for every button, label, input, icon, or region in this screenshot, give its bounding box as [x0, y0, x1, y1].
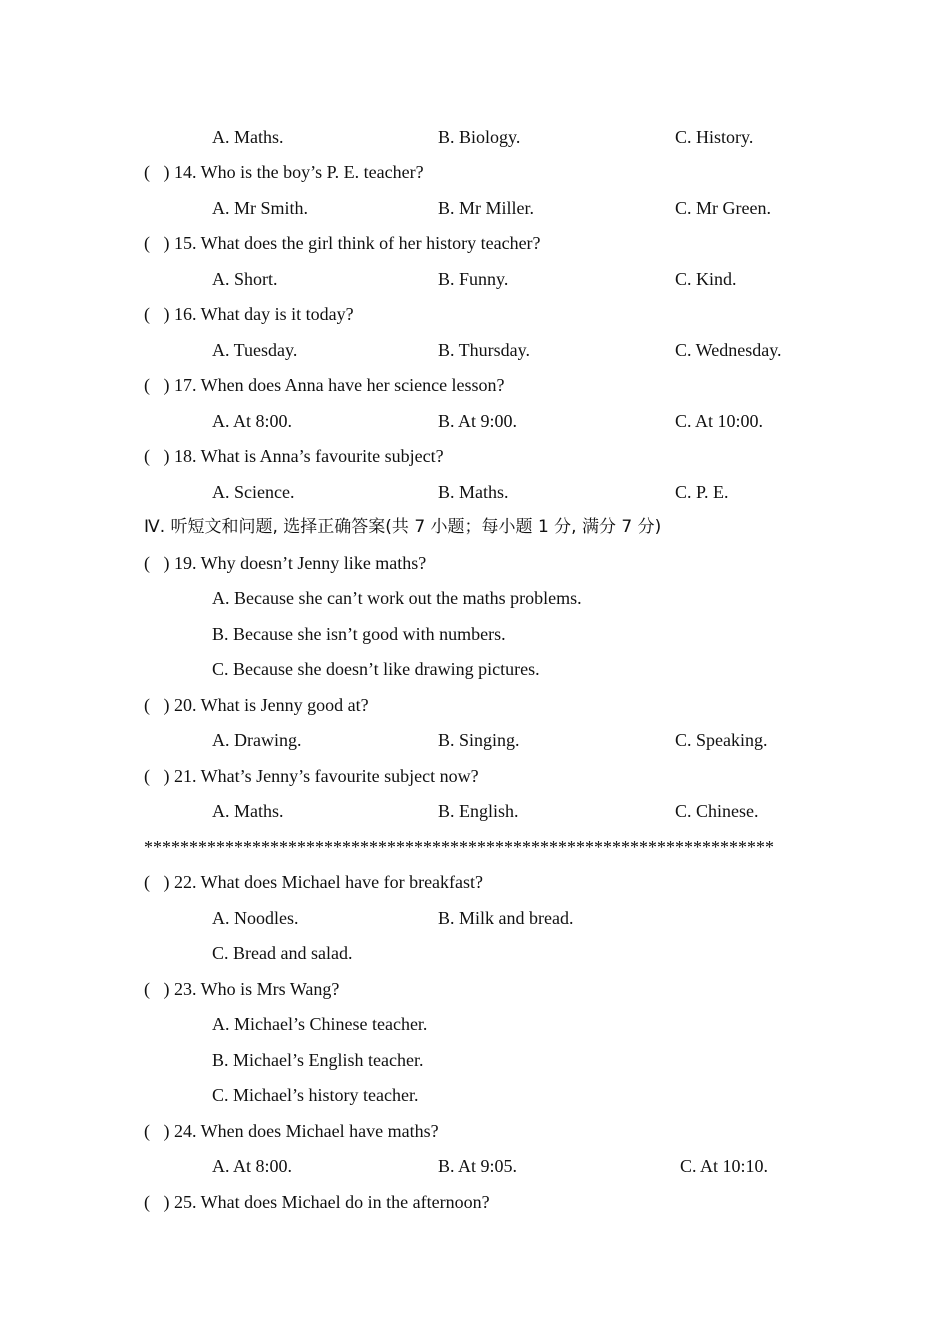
q21-option-c: C. Chinese.	[675, 801, 759, 821]
q18-stem: ( ) 18. What is Anna’s favourite subject?	[144, 446, 444, 466]
q23-option-b: B. Michael’s English teacher.	[212, 1050, 424, 1070]
q14-stem: ( ) 14. Who is the boy’s P. E. teacher?	[144, 162, 424, 182]
q15-option-b: B. Funny.	[438, 269, 509, 289]
q16-stem: ( ) 16. What day is it today?	[144, 304, 354, 324]
q18-option-a: A. Science.	[212, 482, 295, 502]
q15-stem: ( ) 15. What does the girl think of her history teacher?	[144, 233, 541, 253]
q23-option-c: C. Michael’s history teacher.	[212, 1085, 419, 1105]
section-4-heading: Ⅳ. 听短文和问题, 选择正确答案(共 7 小题；每小题 1 分, 满分 7 分)	[144, 517, 662, 537]
q16-option-a: A. Tuesday.	[212, 340, 298, 360]
q14-option-c: C. Mr Green.	[675, 198, 771, 218]
q18-option-b: B. Maths.	[438, 482, 509, 502]
q23-stem: ( ) 23. Who is Mrs Wang?	[144, 979, 340, 999]
q20-option-c: C. Speaking.	[675, 730, 768, 750]
q19-option-b: B. Because she isn’t good with numbers.	[212, 624, 506, 644]
star-divider: **********************************************************************	[144, 837, 774, 857]
q24-option-b: B. At 9:05.	[438, 1156, 518, 1176]
q13-option-a: A. Maths.	[212, 127, 284, 147]
q16-option-b: B. Thursday.	[438, 340, 530, 360]
q19-stem: ( ) 19. Why doesn’t Jenny like maths?	[144, 553, 427, 573]
q24-option-a: A. At 8:00.	[212, 1156, 293, 1176]
q21-option-a: A. Maths.	[212, 801, 284, 821]
q17-option-a: A. At 8:00.	[212, 411, 293, 431]
q14-option-a: A. Mr Smith.	[212, 198, 309, 218]
q18-option-c: C. P. E.	[675, 482, 729, 502]
q25-stem: ( ) 25. What does Michael do in the afternoon?	[144, 1192, 490, 1212]
q17-option-b: B. At 9:00.	[438, 411, 518, 431]
q22-option-c: C. Bread and salad.	[212, 943, 353, 963]
q15-option-a: A. Short.	[212, 269, 278, 289]
q17-option-c: C. At 10:00.	[675, 411, 764, 431]
q24-stem: ( ) 24. When does Michael have maths?	[144, 1121, 439, 1141]
q22-option-a: A. Noodles.	[212, 908, 299, 928]
q23-option-a: A. Michael’s Chinese teacher.	[212, 1014, 428, 1034]
q13-option-b: B. Biology.	[438, 127, 521, 147]
q14-option-b: B. Mr Miller.	[438, 198, 535, 218]
q24-option-c: C. At 10:10.	[680, 1156, 769, 1176]
q15-option-c: C. Kind.	[675, 269, 737, 289]
q19-option-a: A. Because she can’t work out the maths problems.	[212, 588, 582, 608]
q20-option-a: A. Drawing.	[212, 730, 302, 750]
q22-option-b: B. Milk and bread.	[438, 908, 574, 928]
q21-stem: ( ) 21. What’s Jenny’s favourite subject now?	[144, 766, 479, 786]
q20-stem: ( ) 20. What is Jenny good at?	[144, 695, 369, 715]
q19-option-c: C. Because she doesn’t like drawing pictures.	[212, 659, 540, 679]
q21-option-b: B. English.	[438, 801, 519, 821]
q16-option-c: C. Wednesday.	[675, 340, 782, 360]
q17-stem: ( ) 17. When does Anna have her science lesson?	[144, 375, 505, 395]
q20-option-b: B. Singing.	[438, 730, 520, 750]
q13-option-c: C. History.	[675, 127, 754, 147]
q22-stem: ( ) 22. What does Michael have for breakfast?	[144, 872, 484, 892]
